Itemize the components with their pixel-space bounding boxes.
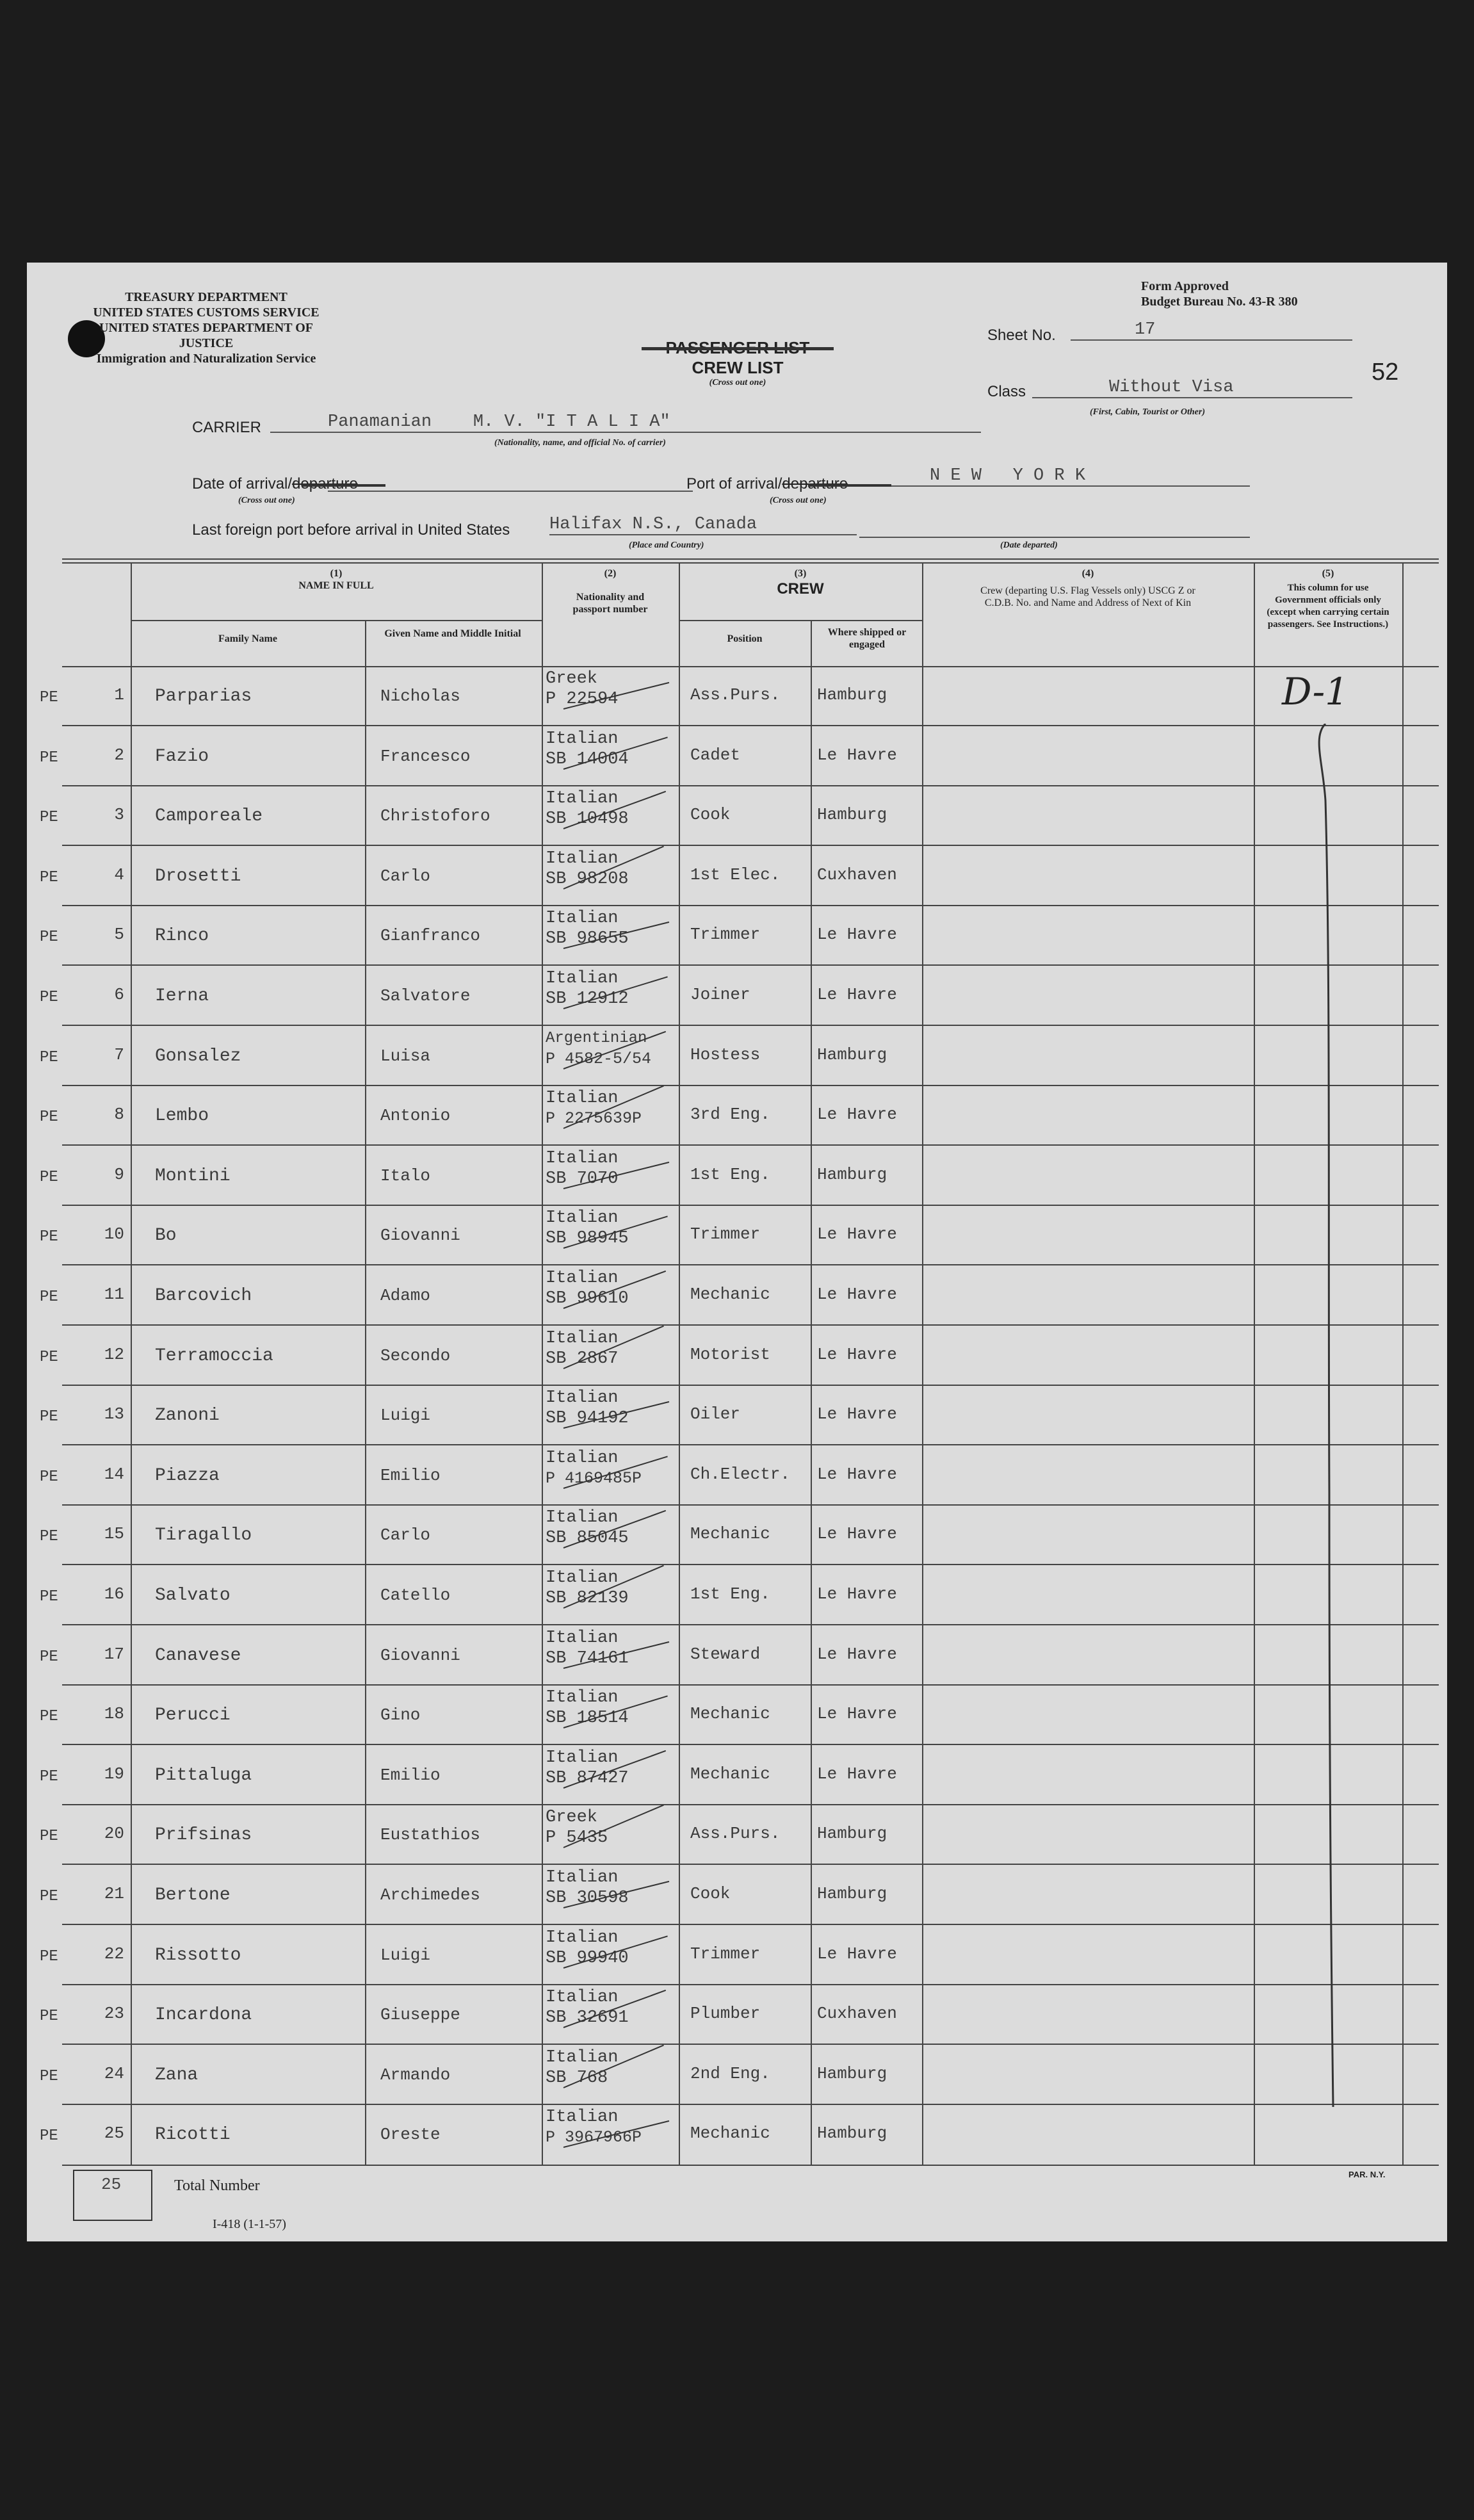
nationality: Italian <box>546 1328 619 1348</box>
given-name: Giovanni <box>380 1226 460 1246</box>
row-number: 12 <box>104 1344 124 1364</box>
position: Oiler <box>690 1404 741 1424</box>
family-name: Gonsalez <box>155 1046 241 1066</box>
nationality: Italian <box>546 849 619 868</box>
table-row <box>27 1865 1447 1924</box>
passport-number: P 3967966P <box>546 2128 642 2147</box>
family-name: Incardona <box>155 2005 252 2026</box>
family-name: Rissotto <box>155 1945 241 1965</box>
row-number: 11 <box>104 1285 124 1304</box>
nationality: Italian <box>546 2047 619 2067</box>
nationality: Greek <box>546 1808 598 1828</box>
row-code: PE <box>40 1768 58 1785</box>
position: Hostess <box>690 1045 761 1064</box>
nationality: Italian <box>546 1269 619 1288</box>
date-departed-hint: (Date departed) <box>1000 541 1058 550</box>
port-label: Port of arrival/departure <box>686 475 848 492</box>
passenger-list-title: PASSENGER LIST <box>616 338 859 358</box>
passport-number: SB 99940 <box>546 1948 629 1968</box>
nationality: Italian <box>546 1508 619 1528</box>
given-name: Francesco <box>380 746 471 766</box>
row-number: 6 <box>114 985 124 1004</box>
given-name: Luigi <box>380 1945 431 1965</box>
dept-ins: Immigration and Naturalization Service <box>96 352 316 366</box>
family-name: Camporeale <box>155 806 263 827</box>
row-number: 17 <box>104 1644 124 1664</box>
given-name: Luisa <box>380 1046 431 1066</box>
row-code: PE <box>40 2127 58 2145</box>
carrier-label: CARRIER <box>192 419 262 436</box>
given-name: Christoforo <box>380 806 490 826</box>
nationality: Italian <box>546 1448 619 1468</box>
row-number: 3 <box>114 805 124 825</box>
col1-head: (1) NAME IN FULL <box>298 568 374 591</box>
row-code: PE <box>40 1648 58 1666</box>
col3-head: (3) CREW <box>777 568 824 597</box>
row-number: 21 <box>104 1884 124 1903</box>
position: Mechanic <box>690 1704 770 1724</box>
list-title-block <box>616 338 859 388</box>
shipped-engaged: Hamburg <box>817 1045 887 1064</box>
shipped-engaged: Le Havre <box>817 1464 897 1484</box>
port-value: N E W Y O R K <box>891 466 1250 487</box>
row-number: 7 <box>114 1045 124 1064</box>
passport-number: P 4169485P <box>546 1468 642 1488</box>
family-name: Ricotti <box>155 2125 231 2145</box>
shipped-engaged: Le Havre <box>817 1105 897 1125</box>
carrier-value: Panamanian M. V. "I T A L I A" <box>270 412 981 433</box>
nationality: Italian <box>546 1868 619 1887</box>
shipped-engaged: Le Havre <box>817 745 897 765</box>
family-name: Tiragallo <box>155 1525 252 1546</box>
family-name: Drosetti <box>155 866 241 886</box>
passport-number: SB 94192 <box>546 1409 629 1429</box>
row-code: PE <box>40 689 58 706</box>
table-row <box>27 1685 1447 1744</box>
shipped-engaged: Hamburg <box>817 1824 887 1844</box>
row-code: PE <box>40 1288 58 1306</box>
crew-list-title: CREW LIST <box>692 358 784 377</box>
given-name: Nicholas <box>380 687 460 706</box>
family-name: Bo <box>155 1226 177 1246</box>
shipped-engaged: Hamburg <box>817 2124 887 2143</box>
table-row <box>27 1085 1447 1145</box>
position: Trimmer <box>690 1224 761 1244</box>
shipped-engaged: Hamburg <box>817 1164 887 1184</box>
carrier-hint: (Nationality, name, and official No. of carrier) <box>494 438 666 448</box>
family-name: Piazza <box>155 1465 220 1486</box>
passport-number: P 4582-5/54 <box>546 1049 652 1068</box>
shipped-engaged: Le Havre <box>817 1704 897 1724</box>
row-code: PE <box>40 1588 58 1605</box>
total-box <box>73 2170 152 2221</box>
row-number: 8 <box>114 1105 124 1125</box>
row-number: 1 <box>114 685 124 704</box>
position: Mechanic <box>690 2124 770 2143</box>
given-name: Italo <box>380 1166 431 1185</box>
position: 1st Eng. <box>690 1164 770 1184</box>
family-name: Pittaluga <box>155 1765 252 1785</box>
form-number: I-418 (1-1-57) <box>213 2217 286 2231</box>
family-name: Perucci <box>155 1705 231 1726</box>
table-row <box>27 1205 1447 1265</box>
row-number: 9 <box>114 1164 124 1184</box>
row-code: PE <box>40 1528 58 1546</box>
row-code: PE <box>40 1828 58 1846</box>
row-code: PE <box>40 868 58 886</box>
table-row <box>27 846 1447 906</box>
table-row <box>27 1985 1447 2044</box>
port-hint: (Cross out one) <box>770 496 827 505</box>
position-head: Position <box>727 633 763 644</box>
row-code: PE <box>40 1228 58 1246</box>
page-number: 52 <box>1372 359 1399 386</box>
row-number: 16 <box>104 1584 124 1604</box>
agency-block <box>91 289 321 366</box>
row-number: 5 <box>114 925 124 945</box>
row-code: PE <box>40 1468 58 1486</box>
lastport-value: Halifax N.S., Canada <box>549 515 857 535</box>
class-value: Without Visa <box>1032 378 1352 398</box>
nationality: Italian <box>546 1688 619 1708</box>
passport-number: SB 98208 <box>546 869 629 889</box>
passport-number: SB 2867 <box>546 1349 619 1369</box>
place-hint: (Place and Country) <box>629 541 704 550</box>
position: Cadet <box>690 745 741 765</box>
shipped-engaged: Le Havre <box>817 1524 897 1544</box>
nationality: Italian <box>546 1388 619 1408</box>
table-row <box>27 1326 1447 1385</box>
given-name: Emilio <box>380 1765 441 1785</box>
row-number: 19 <box>104 1764 124 1784</box>
table-bottom-rule <box>62 2165 1439 2166</box>
table-row <box>27 726 1447 786</box>
row-code: PE <box>40 809 58 827</box>
nationality: Italian <box>546 729 619 749</box>
nationality: Italian <box>546 1928 619 1947</box>
family-name: Parparias <box>155 687 252 706</box>
passport-number: SB 87427 <box>546 1768 629 1788</box>
table-row <box>27 1146 1447 1205</box>
given-name: Salvatore <box>380 986 471 1005</box>
passport-number: SB 7070 <box>546 1169 619 1189</box>
shipped-engaged: Le Havre <box>817 1944 897 1963</box>
row-number: 24 <box>104 2063 124 2083</box>
passport-number: SB 32691 <box>546 2008 629 2028</box>
nationality: Italian <box>546 969 619 988</box>
position: 3rd Eng. <box>690 1105 770 1125</box>
row-code: PE <box>40 1708 58 1726</box>
shipped-head: Where shipped or engaged <box>827 627 907 650</box>
passport-number: P 22594 <box>546 690 619 709</box>
given-name: Carlo <box>380 1525 431 1545</box>
cross-out-hint: (Cross out one) <box>709 378 766 387</box>
family-name: Salvato <box>155 1586 231 1605</box>
subhead-rule <box>679 620 922 621</box>
date-field <box>328 491 693 492</box>
shipped-engaged: Hamburg <box>817 2063 887 2083</box>
class-hint: (First, Cabin, Tourist or Other) <box>1090 407 1205 417</box>
shipped-engaged: Le Havre <box>817 925 897 945</box>
row-code: PE <box>40 989 58 1006</box>
row-number: 22 <box>104 1944 124 1963</box>
nationality: Italian <box>546 1568 619 1588</box>
row-number: 13 <box>104 1404 124 1424</box>
position: Mechanic <box>690 1285 770 1304</box>
passport-number: P 2275639P <box>546 1109 642 1128</box>
row-number: 20 <box>104 1824 124 1844</box>
shipped-engaged: Le Havre <box>817 1285 897 1304</box>
given-name: Archimedes <box>380 1885 481 1905</box>
passport-number: SB 10498 <box>546 809 629 829</box>
shipped-engaged: Hamburg <box>817 1884 887 1903</box>
given-name: Antonio <box>380 1106 451 1126</box>
row-code: PE <box>40 1348 58 1366</box>
col5-head: (5) This column for use Government officials only (except when carrying certain passengers. See Instructions.) <box>1267 568 1389 630</box>
subhead-rule <box>131 620 542 621</box>
family-name: Canavese <box>155 1645 241 1666</box>
family-name: Barcovich <box>155 1286 252 1306</box>
date-label: Date of arrival/departure <box>192 475 358 492</box>
date-hint: (Cross out one) <box>238 496 295 505</box>
row-number: 4 <box>114 865 124 884</box>
row-code: PE <box>40 1888 58 1905</box>
nationality: Italian <box>546 789 619 809</box>
position: Cook <box>690 805 731 825</box>
handwritten-line <box>1254 724 1402 2165</box>
position: Steward <box>690 1644 761 1664</box>
position: Ch.Electr. <box>690 1464 791 1484</box>
nationality: Italian <box>546 909 619 929</box>
family-name: Fazio <box>155 746 209 767</box>
position: 1st Elec. <box>690 865 781 884</box>
family-name: Montini <box>155 1166 231 1186</box>
total-label: Total Number <box>174 2177 260 2194</box>
passport-number: SB 99610 <box>546 1289 629 1308</box>
passport-number: SB 98945 <box>546 1229 629 1249</box>
given-name: Giuseppe <box>380 2005 460 2025</box>
table-row <box>27 2104 1447 2164</box>
row-code: PE <box>40 1408 58 1426</box>
lastport-label: Last foreign port before arrival in United States <box>192 521 510 539</box>
given-name: Oreste <box>380 2125 441 2145</box>
family-name: Prifsinas <box>155 1825 252 1846</box>
printer-mark: PAR. N.Y. <box>1348 2170 1386 2179</box>
given-name: Luigi <box>380 1406 431 1426</box>
date-departed-field <box>859 537 1250 538</box>
position: Motorist <box>690 1344 770 1364</box>
passport-number: SB 82139 <box>546 1589 629 1608</box>
row-code: PE <box>40 929 58 947</box>
position: Trimmer <box>690 925 761 945</box>
shipped-engaged: Hamburg <box>817 685 887 704</box>
position: Joiner <box>690 985 750 1004</box>
table-row <box>27 1385 1447 1445</box>
shipped-engaged: Le Havre <box>817 1644 897 1664</box>
passport-number: SB 12912 <box>546 989 629 1009</box>
nationality: Italian <box>546 1089 619 1109</box>
row-number: 25 <box>104 2124 124 2143</box>
position: Mechanic <box>690 1764 770 1784</box>
family-name: Zanoni <box>155 1406 220 1426</box>
table-row <box>27 2045 1447 2104</box>
table-row <box>27 1925 1447 1985</box>
position: Ass.Purs. <box>690 1824 781 1844</box>
dept-justice: UNITED STATES DEPARTMENT OF JUSTICE <box>99 321 313 350</box>
position: Mechanic <box>690 1524 770 1544</box>
row-number: 10 <box>104 1224 124 1244</box>
position: Cook <box>690 1884 731 1903</box>
given-name: Secondo <box>380 1345 451 1365</box>
row-code: PE <box>40 2008 58 2026</box>
shipped-engaged: Le Havre <box>817 1224 897 1244</box>
col4-head: (4) Crew (departing U.S. Flag Vessels only) USCG Z or C.D.B. No. and Name and Address of Next of Kin <box>980 568 1195 608</box>
dept-customs: UNITED STATES CUSTOMS SERVICE <box>93 305 320 320</box>
nationality: Greek <box>546 669 598 688</box>
passport-number: SB 98655 <box>546 929 629 949</box>
given-name: Emilio <box>380 1465 441 1485</box>
table-row <box>27 1625 1447 1685</box>
shipped-engaged: Le Havre <box>817 1404 897 1424</box>
given-name: Eustathios <box>380 1825 481 1845</box>
passport-number: SB 74161 <box>546 1648 629 1668</box>
shipped-engaged: Le Havre <box>817 1584 897 1604</box>
family-name: Zana <box>155 2065 198 2085</box>
row-code: PE <box>40 1048 58 1066</box>
position: Ass.Purs. <box>690 685 781 704</box>
position: 2nd Eng. <box>690 2063 770 2083</box>
nationality: Italian <box>546 1148 619 1168</box>
nationality: Italian <box>546 1748 619 1768</box>
row-code: PE <box>40 1168 58 1186</box>
header-rule-top <box>62 558 1439 560</box>
family-name: Rinco <box>155 926 209 947</box>
given-name: Armando <box>380 2065 451 2085</box>
row-code: PE <box>40 1109 58 1126</box>
given-name: Gino <box>380 1705 421 1725</box>
row-number: 2 <box>114 745 124 765</box>
nationality: Italian <box>546 1988 619 2008</box>
table-row <box>27 1265 1447 1325</box>
table-row <box>27 1745 1447 1805</box>
table-row <box>27 1026 1447 1085</box>
passport-number: SB 768 <box>546 2068 608 2088</box>
nationality: Italian <box>546 1628 619 1648</box>
position: Plumber <box>690 2004 761 2024</box>
table-row <box>27 1445 1447 1505</box>
table-row <box>27 906 1447 965</box>
shipped-engaged: Le Havre <box>817 985 897 1004</box>
nationality: Argentinian <box>546 1029 647 1047</box>
family-name-head: Family Name <box>218 633 277 644</box>
shipped-engaged: Le Havre <box>817 1344 897 1364</box>
shipped-engaged: Le Havre <box>817 1764 897 1784</box>
passport-number: SB 30598 <box>546 1889 629 1908</box>
passport-number: SB 18514 <box>546 1709 629 1728</box>
given-name: Carlo <box>380 866 431 886</box>
given-name: Catello <box>380 1586 451 1605</box>
table-row <box>27 1505 1447 1565</box>
shipped-engaged: Cuxhaven <box>817 2004 897 2024</box>
passport-number: SB 85045 <box>546 1529 629 1549</box>
table-row <box>27 666 1447 726</box>
row-number: 14 <box>104 1464 124 1484</box>
total-value: 25 <box>101 2175 122 2194</box>
row-number: 18 <box>104 1704 124 1724</box>
row-code: PE <box>40 2067 58 2085</box>
form-approved: Form Approved <box>1141 279 1229 293</box>
sheet-number: 17 <box>1071 320 1352 341</box>
given-name: Adamo <box>380 1286 431 1305</box>
row-number: 15 <box>104 1524 124 1544</box>
given-name: Giovanni <box>380 1645 460 1665</box>
class-label: Class <box>987 383 1026 400</box>
given-name: Gianfranco <box>380 926 481 946</box>
passport-number: P 5435 <box>546 1828 608 1848</box>
nationality: Italian <box>546 1208 619 1228</box>
position: Trimmer <box>690 1944 761 1963</box>
row-code: PE <box>40 1947 58 1965</box>
port-strike <box>808 484 891 487</box>
document-page <box>27 263 1447 2241</box>
shipped-engaged: Hamburg <box>817 805 887 825</box>
table-row <box>27 1565 1447 1625</box>
given-name-head: Given Name and Middle Initial <box>384 628 521 639</box>
table-row <box>27 1805 1447 1864</box>
table-row <box>27 786 1447 845</box>
col2-head: (2) Nationality and passport number <box>572 568 648 615</box>
header-rule-bottom <box>62 562 1439 564</box>
family-name: Bertone <box>155 1885 231 1905</box>
family-name: Lembo <box>155 1106 209 1126</box>
shipped-engaged: Cuxhaven <box>817 865 897 884</box>
budget-bureau: Budget Bureau No. 43-R 380 <box>1141 295 1298 309</box>
family-name: Terramoccia <box>155 1345 273 1366</box>
dept-treasury: TREASURY DEPARTMENT <box>125 290 288 304</box>
family-name: Ierna <box>155 986 209 1006</box>
nationality: Italian <box>546 2108 619 2127</box>
row-code: PE <box>40 749 58 767</box>
date-strike <box>302 484 385 487</box>
table-row <box>27 966 1447 1025</box>
row-number: 23 <box>104 2004 124 2024</box>
handwritten-annotation: D-1 <box>1282 670 1349 713</box>
passport-number: SB 14004 <box>546 749 629 769</box>
sheet-label: Sheet No. <box>987 327 1056 344</box>
position: 1st Eng. <box>690 1584 770 1604</box>
